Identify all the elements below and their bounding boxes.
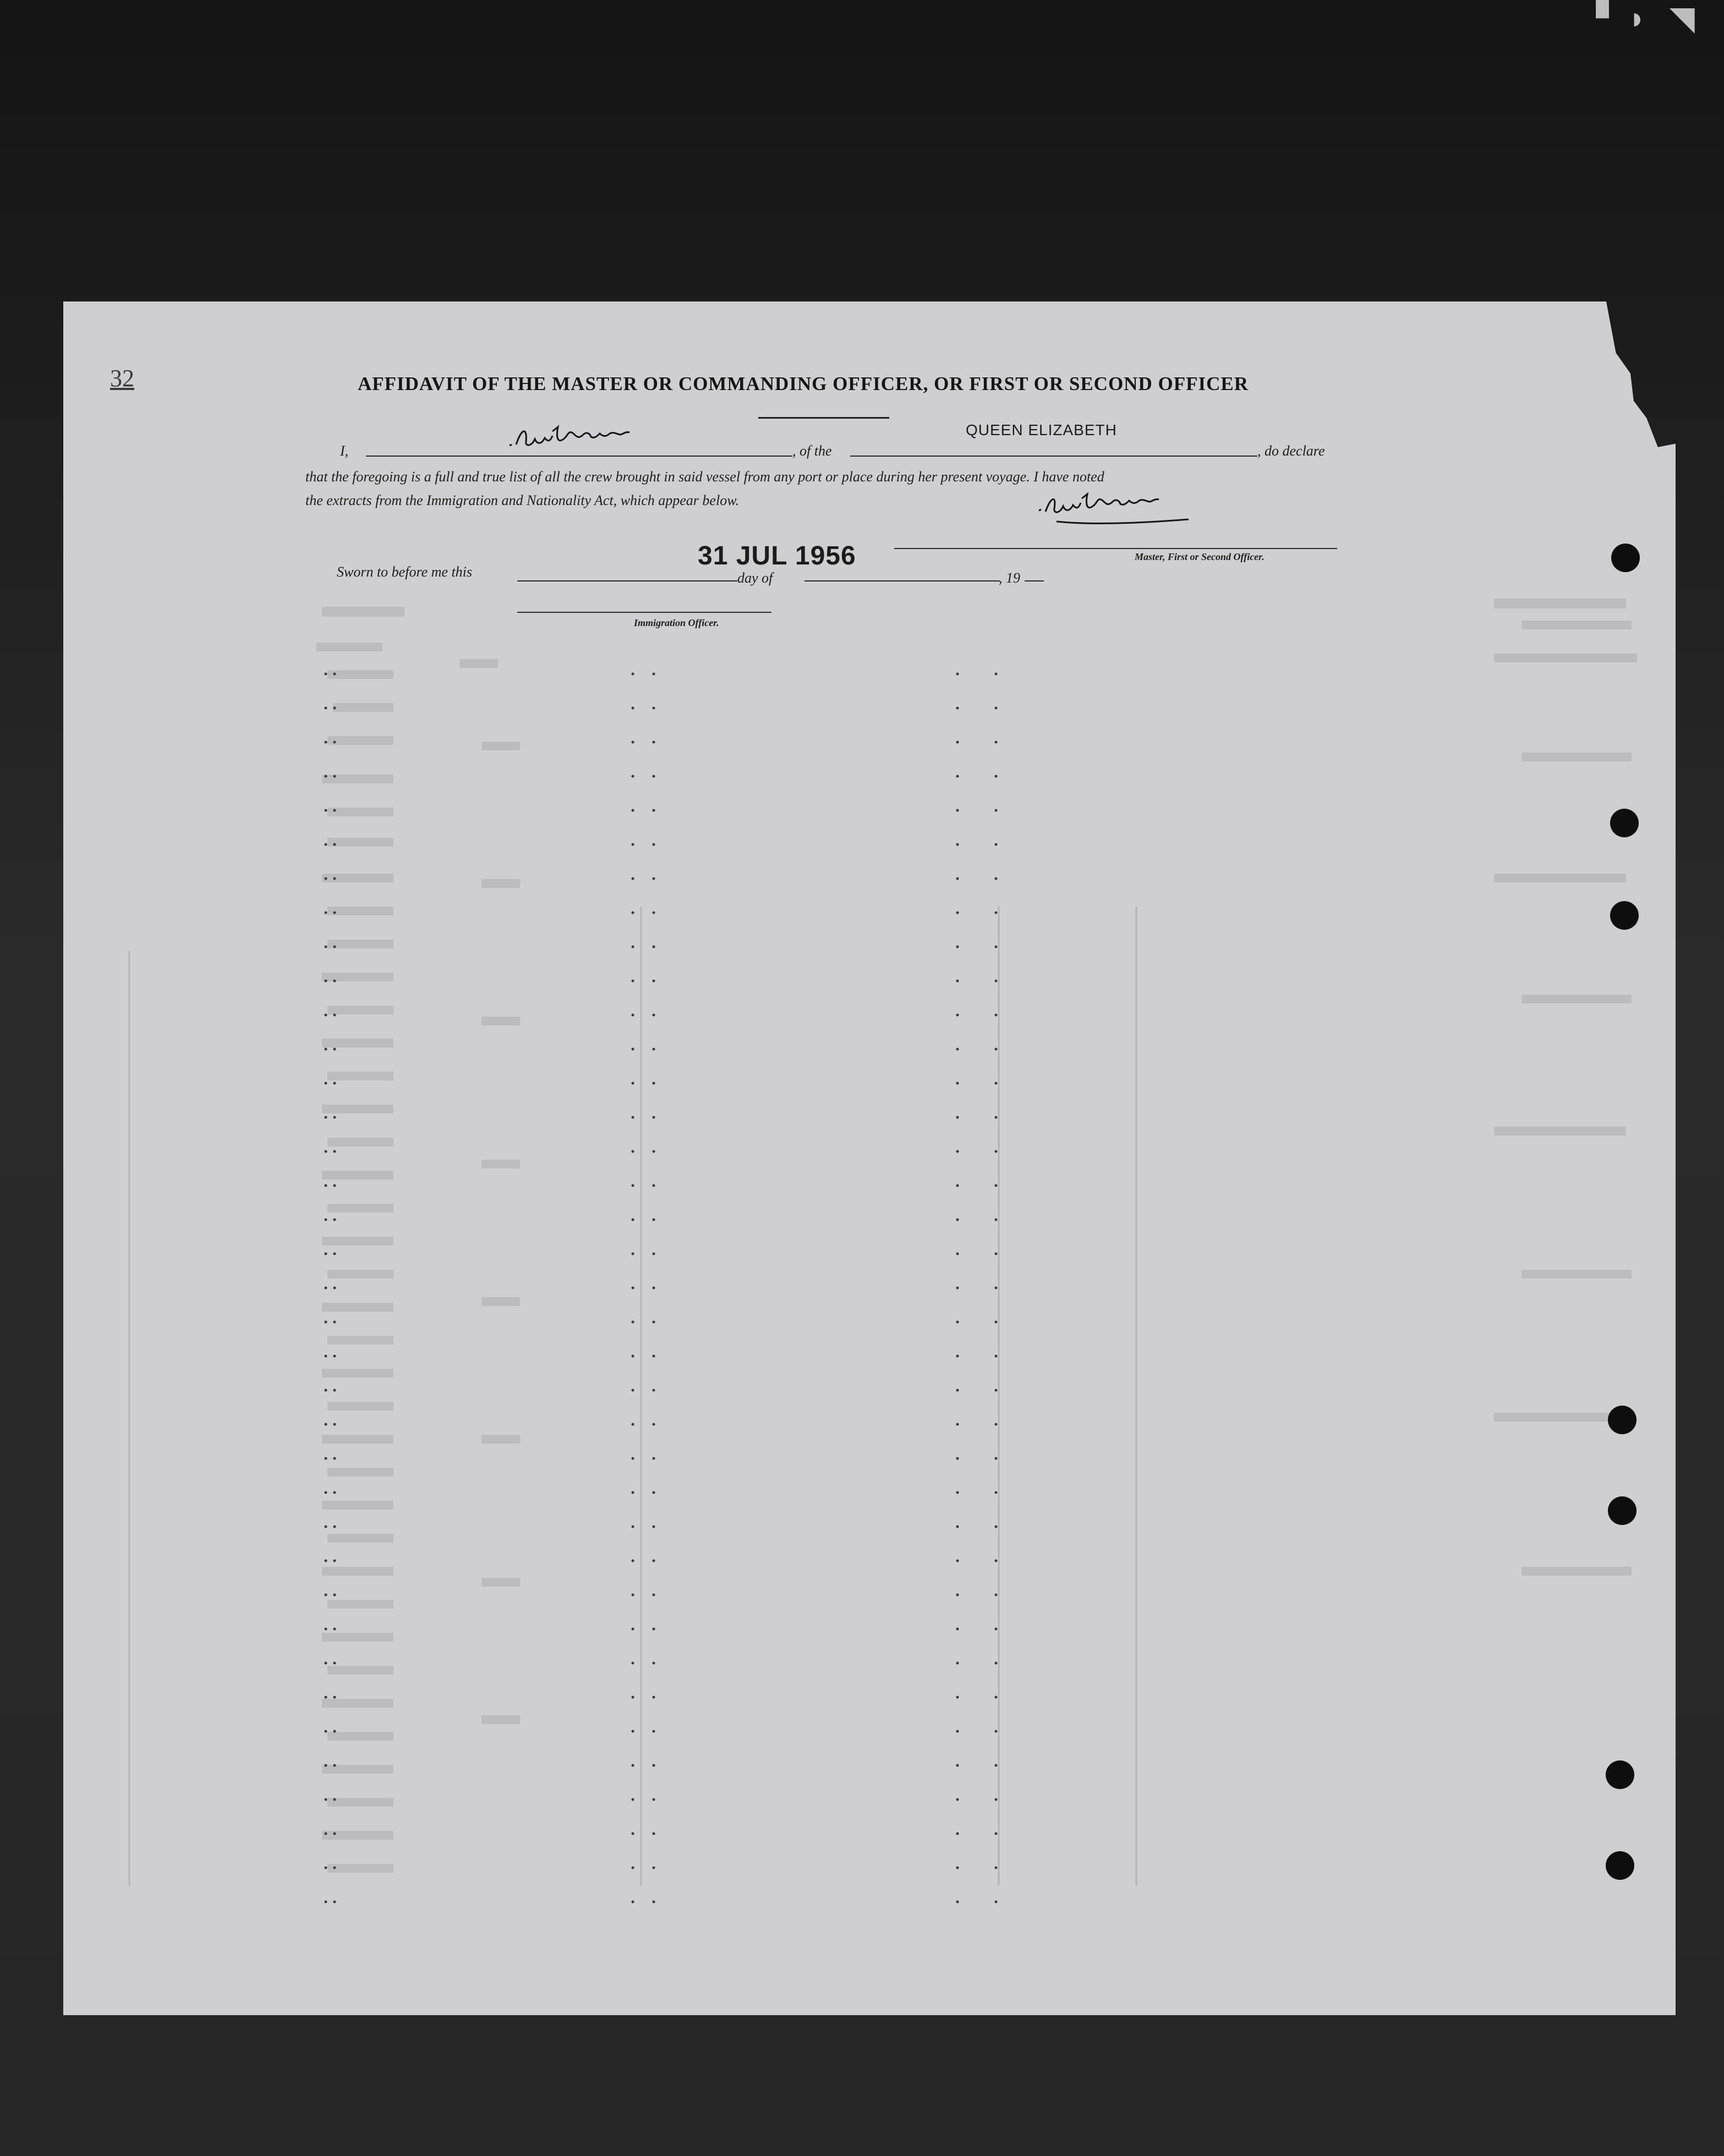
day-of-label: day of: [737, 570, 773, 586]
punch-hole: [1611, 544, 1640, 572]
immigration-caption: Immigration Officer.: [634, 617, 719, 628]
sworn-day-line: [517, 580, 737, 581]
punch-hole: [1610, 809, 1639, 837]
punch-hole: [1606, 1851, 1634, 1880]
immigration-officer-line: [517, 612, 771, 613]
page-number: 32: [110, 365, 134, 392]
punch-hole: [1606, 1760, 1634, 1789]
sworn-month-line: [804, 580, 1000, 581]
title-underline: [758, 417, 889, 419]
declarant-signature: [506, 419, 693, 458]
master-signature: [1035, 489, 1216, 533]
film-edge-mark: ▘◗ ◥: [1596, 1, 1702, 35]
sworn-date-stamp: 31 JUL 1956: [698, 541, 856, 570]
declaration-line-1: that the foregoing is a full and true list of all the crew brought in said vessel from any port or place during her present voyage. I have noted: [305, 469, 1104, 485]
bleed-through-marks: [63, 301, 1676, 2015]
punch-hole: [1608, 1496, 1637, 1525]
vessel-name: QUEEN ELIZABETH: [966, 421, 1117, 438]
sworn-label: Sworn to before me this: [337, 564, 473, 580]
vessel-name-line: [850, 456, 1257, 457]
of-the-label: , of the: [792, 443, 832, 459]
affidavit-title: AFFIDAVIT OF THE MASTER OR COMMANDING OFFICER, OR FIRST OR SECOND OFFICER: [358, 373, 1249, 394]
sworn-year-line: [1025, 580, 1044, 581]
bleed-through-texture: [63, 301, 1676, 2015]
punch-hole: [1608, 1406, 1637, 1434]
pronoun-label: I,: [340, 443, 349, 459]
year-prefix-label: , 19: [999, 570, 1020, 586]
declaration-line-2: the extracts from the Immigration and Nationality Act, which appear below.: [305, 492, 740, 508]
punch-hole: [1610, 901, 1639, 930]
master-signature-line: [894, 548, 1337, 549]
do-declare-label: , do declare: [1257, 443, 1325, 459]
document-sheet: [63, 301, 1676, 2015]
master-caption: Master, First or Second Officer.: [1135, 551, 1265, 562]
